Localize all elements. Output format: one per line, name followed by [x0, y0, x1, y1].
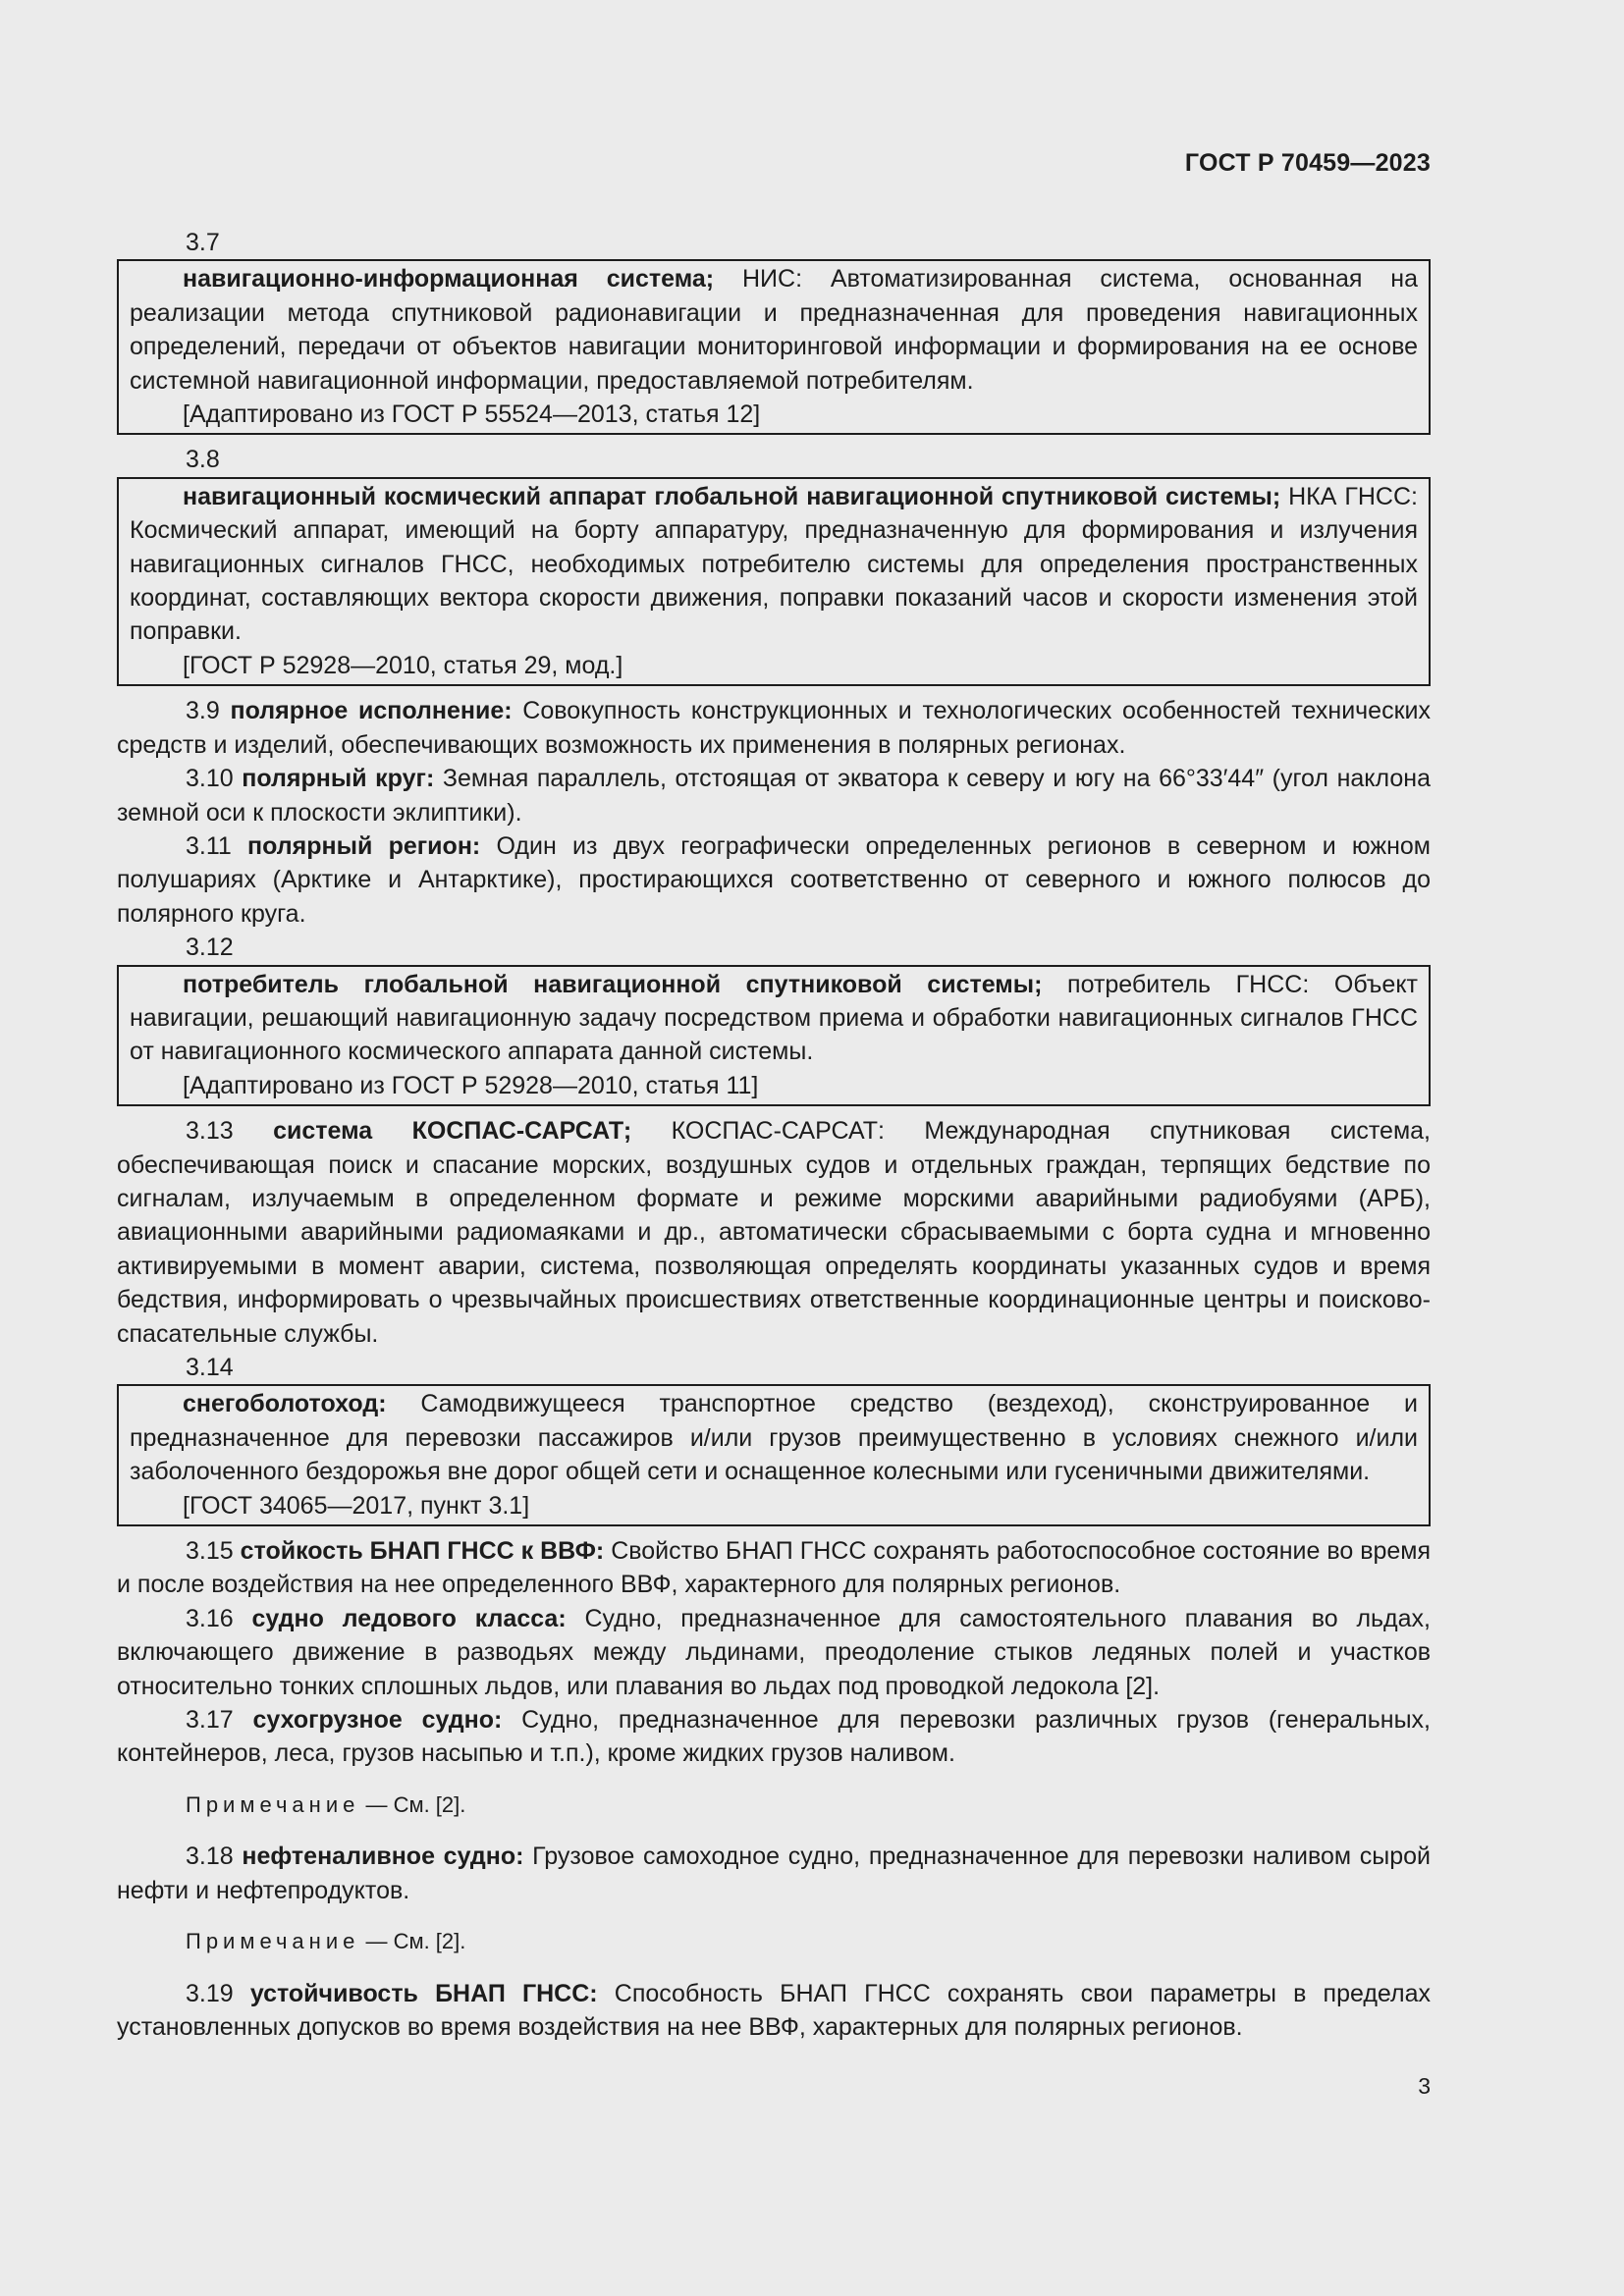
term-number-3-16: 3.16 [186, 1604, 252, 1632]
term-3-13 [117, 1114, 1431, 1351]
term-title-3-10: полярный круг: [242, 765, 435, 793]
terms-content [117, 226, 1431, 2044]
term-text-3-8: НКА ГНСС: Космический аппарат, имеющий на борту аппаратуру, предназначенную для формирования и излучения навигационных сигналов ГНСС, необходимых потребителю системы для определения пространственных координат, составляющих вектора скорости движения, поправки показаний часов и скорости изменения этой поправки. [130, 482, 1418, 646]
term-3-16 [117, 1602, 1431, 1703]
term-box-3-12 [117, 965, 1431, 1107]
term-title-3-17: сухогрузное судно: [252, 1706, 503, 1735]
term-text-3-13: КОСПАС-САРСАТ: Международная спутниковая система, обеспечивающая поиск и спасание морских, воздушных судов и отдельных граждан, терпящих бедствие по сигналам, излучаемым в определенном формате и режиме морскими аварийными радиобуями (АРБ), авиационными аварийными радиомаяками и др., автоматически сбрасываемыми с борта судна и мгновенно активируемыми в момент аварии, система, позволяющая определять координаты указанных судов и время бедствия, информировать о чрезвычайных происшествиях ответственные координационные центры и поисково-спасательные службы. [117, 1117, 1431, 1348]
term-3-19 [117, 1977, 1431, 2045]
term-title-3-16: судно ледового класса: [251, 1604, 567, 1632]
term-box-3-8 [117, 477, 1431, 686]
term-3-17 [117, 1703, 1431, 1771]
term-text-3-19: Способность БНАП ГНСС сохранять свои параметры в пределах установленных допусков во время воздействия на нее ВВФ, характерных для полярных регионов. [117, 1979, 1431, 2041]
term-number-3-18: 3.18 [186, 1842, 243, 1871]
document-id-header: ГОСТ Р 70459—2023 [1184, 149, 1431, 177]
term-number-3-19: 3.19 [186, 1979, 250, 2007]
term-source-3-14: [ГОСТ 34065—2017, пункт 3.1] [183, 1491, 530, 1520]
note-label-3-18: Примечание [186, 1929, 360, 1954]
term-number-3-8: 3.8 [186, 446, 220, 474]
term-title-3-18: нефтеналивное судно: [242, 1842, 524, 1871]
term-title-3-9: полярное исполнение: [230, 697, 513, 725]
term-text-3-14: Самодвижущееся транспортное средство (вездеход), сконструированное и предназначенное для перевозки пассажиров и/или грузов преимущественно в условиях снежного и/или заболоченного бездорожья вне дорог общей сети и оснащенное колесными или гусеничными движителями. [130, 1390, 1418, 1486]
note-3-17 [117, 1789, 1431, 1822]
term-3-9 [117, 694, 1431, 762]
term-number-3-9: 3.9 [186, 697, 231, 725]
term-definition-3-12 [130, 968, 1418, 1069]
note-label-3-17: Примечание [186, 1791, 360, 1817]
term-text-3-10: Земная параллель, отстоящая от экватора к северу и югу на 66°33′44″ (угол наклона земной оси к плоскости эклиптики). [117, 765, 1431, 827]
term-text-3-15: Свойство БНАП ГНСС сохранять работоспособное состояние во время и после воздействия на нее определенного ВВФ, характерного для полярных регионов. [117, 1537, 1432, 1599]
term-title-3-19: устойчивость БНАП ГНСС: [249, 1979, 598, 2007]
term-source-3-7: [Адаптировано из ГОСТ Р 55524—2013, статья 12] [183, 400, 761, 429]
note-3-18 [117, 1925, 1431, 1958]
term-source-3-12: [Адаптировано из ГОСТ Р 52928—2010, статья 11] [183, 1071, 759, 1099]
term-number-3-15: 3.15 [186, 1537, 241, 1566]
term-3-11 [117, 829, 1431, 931]
term-number-3-14: 3.14 [186, 1354, 234, 1381]
term-number-3-11: 3.11 [186, 831, 248, 860]
term-text-3-12: потребитель ГНСС: Объект навигации, решающий навигационную задачу посредством приема и обработки навигационных сигналов ГНСС от навигационного космического аппарата данной системы. [130, 970, 1419, 1066]
term-3-18 [117, 1840, 1431, 1907]
term-source-3-8: [ГОСТ Р 52928—2010, статья 29, мод.] [183, 651, 623, 679]
term-title-3-13: система КОСПАС-САРСАТ; [273, 1117, 632, 1146]
term-title-3-12: потребитель глобальной навигационной спутниковой системы; [183, 970, 1043, 998]
term-box-3-14 [117, 1384, 1431, 1526]
term-title-3-7: навигационно-информационная система; [183, 265, 715, 294]
term-text-3-9: Совокупность конструкционных и технологических особенностей технических средств и изделий, обеспечивающих возможность их применения в полярных регионах. [117, 697, 1431, 759]
term-text-3-16: Судно, предназначенное для самостоятельного плавания во льдах, включающего движение в разводьях между льдинами, преодоление стыков ледяных полей и участков относительно тонких сплошных льдов, или плавания во льдах под проводкой ледокола [2]. [117, 1604, 1431, 1700]
term-text-3-18: Грузовое самоходное судно, предназначенное для перевозки наливом сырой нефти и нефтепродуктов. [117, 1842, 1431, 1904]
term-title-3-11: полярный регион: [247, 831, 481, 860]
term-3-15 [117, 1534, 1431, 1602]
term-text-3-11: Один из двух географически определенных регионов в северном и южном полушариях (Арктике и Антарктике), простирающихся соответственно от северного и южного полюсов до полярного круга. [117, 831, 1431, 928]
term-definition-3-8 [130, 480, 1418, 649]
term-title-3-8: навигационный космический аппарат глобальной навигационной спутниковой системы; [183, 482, 1281, 510]
note-text-3-18: — См. [2]. [359, 1929, 466, 1954]
term-title-3-14: снегоболотоход: [183, 1390, 387, 1418]
term-text-3-7: НИС: Автоматизированная система, основанная на реализации метода спутниковой радионавигации и предназначенная для проведения навигационных определений, передачи от объектов навигации мониторинговой информации и формирования на ее основе системной навигационной информации, предоставляемой потребителям. [130, 265, 1418, 395]
term-box-3-7 [117, 259, 1431, 435]
term-title-3-15: стойкость БНАП ГНСС к ВВФ: [240, 1537, 605, 1566]
term-number-3-12: 3.12 [186, 934, 234, 962]
page-number: 3 [1418, 2073, 1431, 2099]
term-number-3-13: 3.13 [186, 1117, 274, 1146]
term-3-10 [117, 762, 1431, 829]
term-number-3-7: 3.7 [186, 229, 220, 256]
term-number-3-10: 3.10 [186, 765, 243, 793]
term-text-3-17: Судно, предназначенное для перевозки различных грузов (генеральных, контейнеров, леса, грузов насыпью и т.п.), кроме жидких грузов наливом. [117, 1706, 1431, 1768]
term-number-3-17: 3.17 [186, 1706, 253, 1735]
note-text-3-17: — См. [2]. [359, 1791, 466, 1817]
term-definition-3-7 [130, 262, 1418, 398]
term-definition-3-14 [130, 1387, 1418, 1488]
